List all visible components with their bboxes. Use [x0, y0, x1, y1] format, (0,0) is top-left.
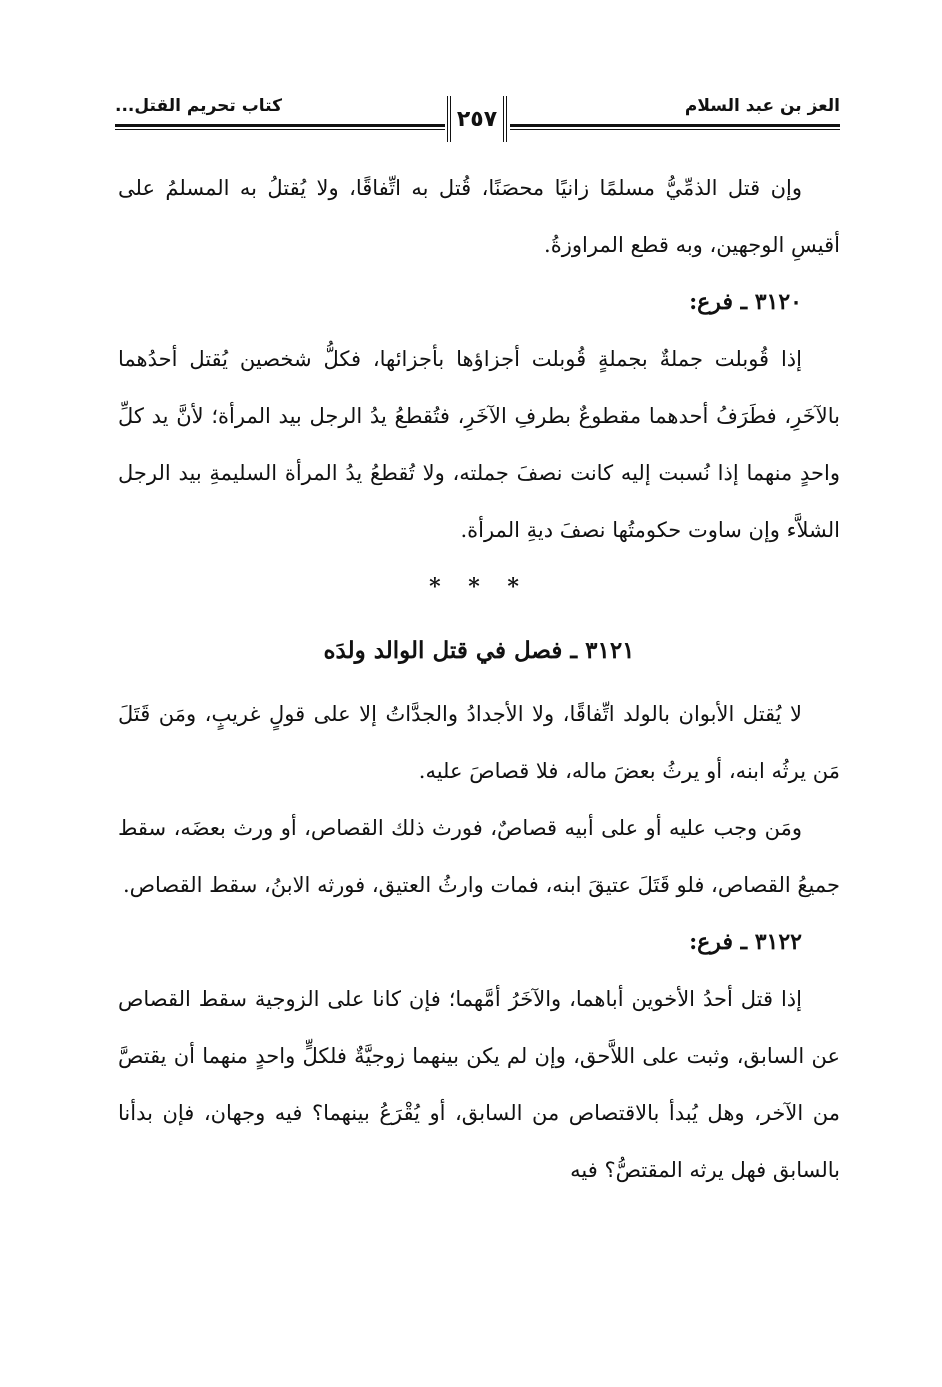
- paragraph: إذا قتل أحدُ الأخوين أباهما، والآخَرُ أمَّهما؛ فإن كانا على الزوجية سقط القصاص عن السابق، وثبت على اللاَّحق، وإن لم يكن بينهما زوجيَّةٌ فلكلٍّ واحدٍ منهما أن يقتصَّ من الآخر، وهل يُبدأ بالاقتصاص من السابق، أو يُقْرَعُ بينهما؟ فيه وجهان، فإن بدأنا بالسابق فهل يرثه المقتصُّ؟ فيه: [118, 987, 840, 1182]
- branch-heading: ٣١٢٠ ـ فرع:: [689, 289, 802, 315]
- page-body: [118, 160, 840, 1199]
- paragraph: لا يُقتل الأبوان بالولد اتِّفاقًا، ولا الأجدادُ والجدَّاتُ إلا على قولٍ غريبٍ، ومَن قَتَلَ مَن يرثُه ابنه، أو يرثُ بعضَ ماله، فلا قصاصَ عليه.: [118, 702, 840, 783]
- header-author: العز بن عبد السلام: [684, 96, 840, 116]
- running-header: [115, 96, 840, 136]
- header-rule-right: [510, 124, 840, 127]
- branch-heading: ٣١٢٢ ـ فرع:: [689, 929, 802, 955]
- paragraph: ومَن وجب عليه أو على أبيه قصاصٌ، فورث ذلك القصاص، أو ورث بعضَه، سقط جميعُ القصاص، فلو قَتَلَ عتيقَ ابنه، فمات وارثُ العتيق، فورثه الابنُ، سقط القصاص.: [118, 816, 840, 897]
- page-number-box: [447, 96, 507, 142]
- header-rule-left: [115, 124, 445, 127]
- paragraph: وإن قتل الذمِّيُّ مسلمًا زانيًا محصَنًا، قُتل به اتِّفاقًا، ولا يُقتلُ به المسلمُ على أقيسِ الوجهين، وبه قطع المراوزةُ.: [118, 176, 840, 257]
- page-number: ٢٥٧: [456, 106, 498, 132]
- section-separator: * * *: [429, 574, 529, 600]
- paragraph: إذا قُوبلت جملةٌ بجملةٍ قُوبلت أجزاؤها بأجزائها، فكلُّ شخصين يُقتل أحدُهما بالآخَرِ، فطَرَفُ أحدهما مقطوعٌ بطرفِ الآخَرِ، فتُقطعُ يدُ الرجل بيد المرأة؛ لأنَّ يد كلِّ واحدٍ منهما إذا نُسبت إليه كانت نصفَ جملته، ولا تُقطعُ يدُ المرأة السليمةِ بيد الرجل الشلاَّء وإن ساوت حكومتُها نصفَ ديةِ المرأة.: [118, 347, 840, 542]
- header-book-title: كتاب تحريم القتل...: [115, 96, 282, 116]
- section-title: ٣١٢١ ـ فصل في قتل الوالد ولدَه: [323, 637, 635, 664]
